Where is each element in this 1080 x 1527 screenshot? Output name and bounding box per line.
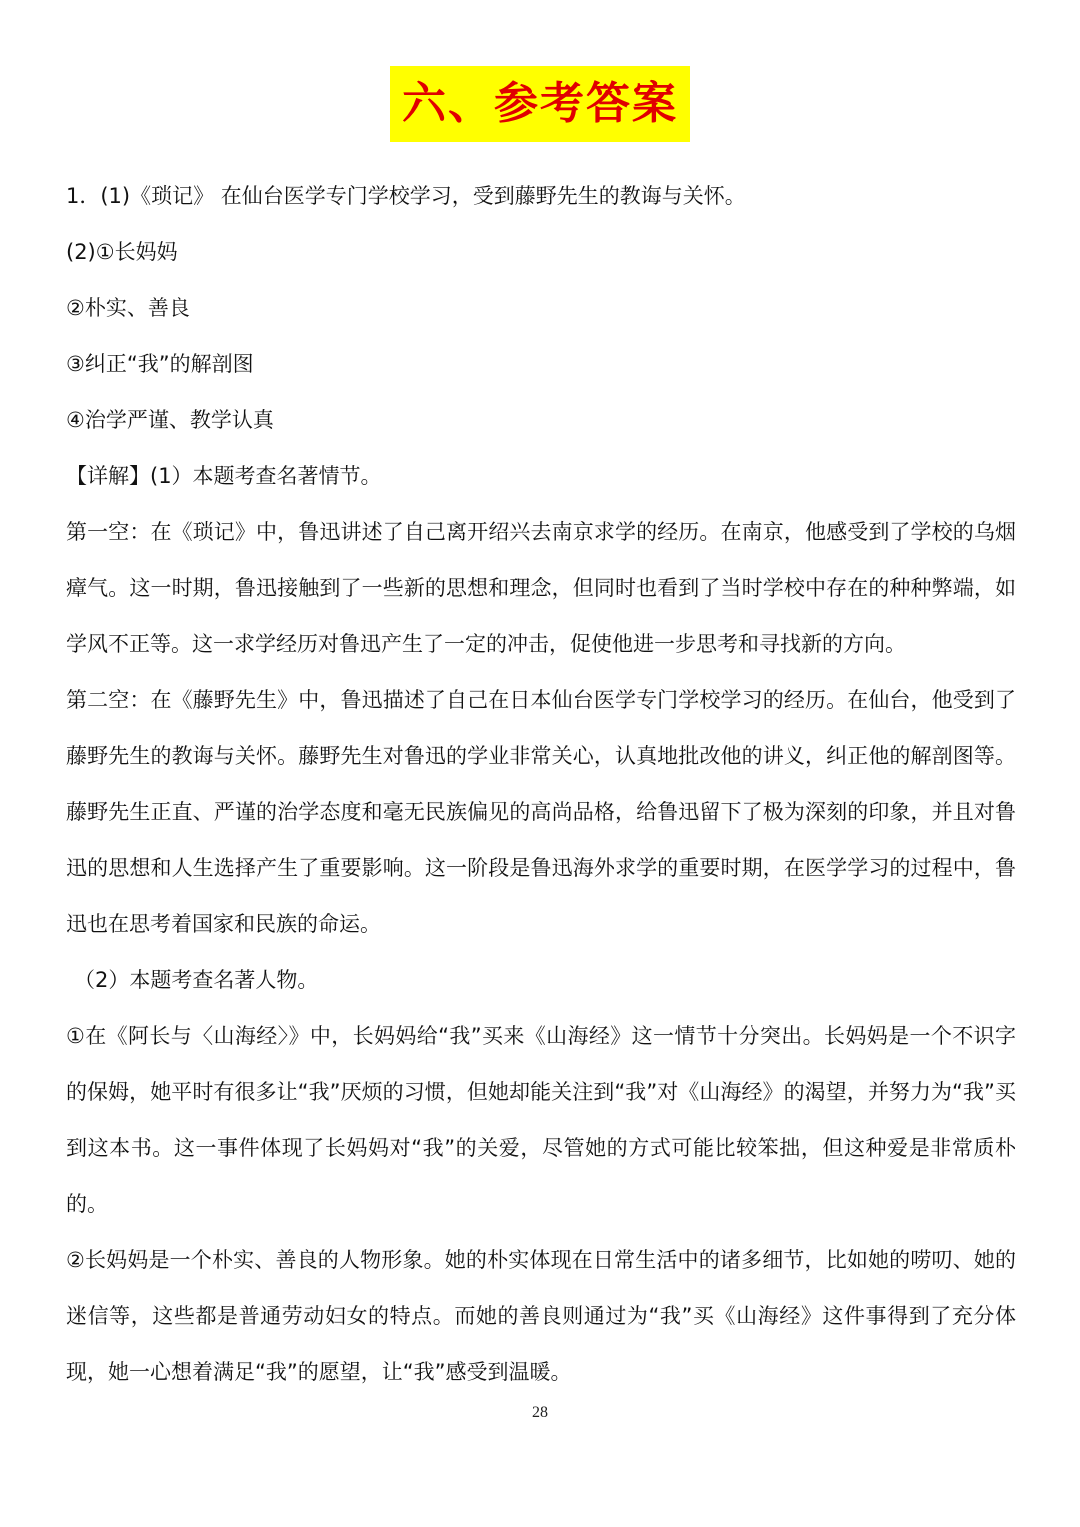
answer-q1-part1: 1．(1)《琐记》 在仙台医学专门学校学习，受到藤野先生的教诲与关怀。 — [66, 184, 746, 208]
answer-q1-part2-c: ③纠正“我”的解剖图 — [66, 352, 254, 376]
answer-q1-part2-a: (2)①长妈妈 — [66, 240, 178, 264]
explanation-paragraph-3: ①在《阿长与〈山海经〉》中，长妈妈给“我”买来《山海经》这一情节十分突出。长妈妈是一个不识字的保姆，她平时有很多让“我”厌烦的习惯，但她却能关注到“我”对《山海经》的渴望，并努力为“我”买到这本书。这一事件体现了长妈妈对“我”的关爱，尽管她的方式可能比较笨拙，但这种爱是非常质朴的。 — [66, 1024, 1016, 1216]
explanation-paragraph-1: 第一空：在《琐记》中，鲁迅讲述了自己离开绍兴去南京求学的经历。在南京，他感受到了学校的乌烟瘴气。这一时期，鲁迅接触到了一些新的思想和理念，但同时也看到了当时学校中存在的种种弊端，如学风不正等。这一求学经历对鲁迅产生了一定的冲击，促使他进一步思考和寻找新的方向。 — [66, 520, 1016, 656]
page-title: 六、参考答案 — [390, 66, 690, 142]
explanation-paragraph-2: 第二空：在《藤野先生》中，鲁迅描述了自己在日本仙台医学专门学校学习的经历。在仙台，他受到了藤野先生的教诲与关怀。藤野先生对鲁迅的学业非常关心，认真地批改他的讲义，纠正他的解剖图等。藤野先生正直、严谨的治学态度和毫无民族偏见的高尚品格，给鲁迅留下了极为深刻的印象，并且对鲁迅的思想和人生选择产生了重要影响。这一阶段是鲁迅海外求学的重要时期，在医学学习的过程中，鲁迅也在思考着国家和民族的命运。 — [66, 688, 1016, 936]
explanation-heading-2: （2）本题考查名著人物。 — [74, 968, 319, 992]
page-number: 28 — [532, 1404, 548, 1421]
explanation-heading: 【详解】(1）本题考查名著情节。 — [66, 464, 382, 488]
answer-q1-part2-d: ④治学严谨、教学认真 — [66, 408, 274, 432]
document-body — [66, 168, 1016, 1400]
answer-q1-part2-b: ②朴实、善良 — [66, 296, 190, 320]
title-area — [0, 66, 1080, 142]
explanation-paragraph-4: ②长妈妈是一个朴实、善良的人物形象。她的朴实体现在日常生活中的诸多细节，比如她的唠叨、她的迷信等，这些都是普通劳动妇女的特点。而她的善良则通过为“我”买《山海经》这件事得到了充分体现，她一心想着满足“我”的愿望，让“我”感受到温暖。 — [66, 1248, 1016, 1384]
